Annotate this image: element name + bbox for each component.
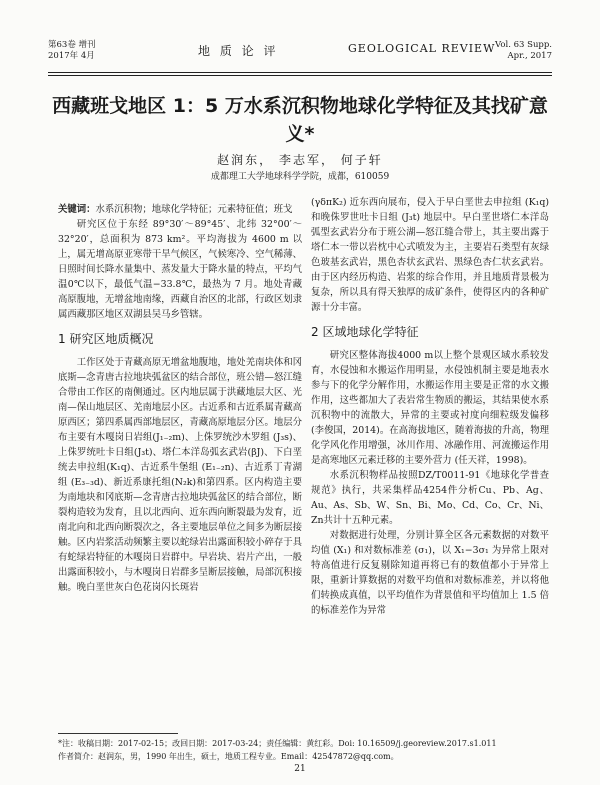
keywords-label: 关键词： [58,204,96,215]
section-1-heading: 1 研究区地质概况 [58,332,154,346]
volume-issue: 第63卷 增刊 [48,40,96,50]
keywords [58,202,302,217]
issue-date: 2017年 4月 [48,51,95,61]
geology-continued-paragraph: (γδπK₂) 近东西向展布，侵入于早白垩世去申拉组 (K₁q) 和晚侏罗世吐卡日组 (J₃t) 地层中。早白垩世塔仁本洋岛弧型玄武岩分布于班公湖—怒江缝合带上，其主要出露于塔仁本一带以岩枕中心式喷发为主，主要岩石类型有灰绿色玻基玄武岩，黑色杏状玄武岩、黑绿色杏仁状玄武岩。由于区内经历构造、岩浆的综合作用，并且地质背景极为复杂，所以具有得天独厚的成矿条件，使得区内的各种矿源十分丰富。 [311,197,549,313]
page-number: 21 [294,764,306,774]
left-column [58,202,302,595]
header-rule-thin [48,75,552,76]
running-header [48,34,552,70]
footnote-rule [58,733,178,734]
section-2-paragraph-2: 水系沉积物样品按照DZ/T0011-91《地球化学普查规范》执行，共采集样品4254件分析Cu、Pb、Ag、Au、As、Sb、W、Sn、Bi、Mo、Cd、Co、Cr、Ni、Zn共计十五种元素。 [311,470,549,526]
volume-supp: Vol. 63 Supp. [495,40,552,50]
header-rule-thick [48,72,552,73]
paper-title: 西藏班戈地区 1：5 万水系沉积物地球化学特征及其找矿意义* [52,95,548,145]
volume-info-cn [48,40,96,62]
issue-date-en: Apr., 2017 [507,51,552,61]
footnote-received: *注：收稿日期：2017-02-15；改回日期：2017-03-24；责任编辑：黄红彩。Doi: 10.16509/j.georeview.2017.s1.011 [58,739,497,748]
authors: 赵润东， 李志军， 何子轩 [217,153,383,167]
journal-name-cn: 地 质 论 评 [198,44,279,58]
right-column [311,195,549,618]
affiliation: 成都理工大学地球科学学院，成都，610059 [210,172,390,182]
section-2-paragraph-1: 研究区整体海拔4000 m以上整个景观区域水系较发育，水侵蚀和水搬运作用明显，水侵蚀机制主要是地表水参与下的化学分解作用，水搬运作用主要是正常的水文搬作用，这些都加大了表岩常生物质的搬运，其结果使水系沉积物中的流散大，异常的主要或衬度向细粒级发偏移 (李俊国，2014)。在高海拔地区，随着海拔的升高，物理化学风化作用增强，冰川作用、冰融作用、河流搬运作用是高寒地区元素迁移的主要外营力 (任天祥，1998)。 [311,350,549,466]
section-2-paragraph-3: 对数据进行处理，分别计算全区各元素数据的对数平均值 (X₁) 和对数标准差 (σ₁)，以 X₁−3σ₁ 为异常上限对特高值进行反复剔除知道再将已有的数值都小于异常上限，重新计算数据的对数平均值和对数标准差，并以将他们转换成真值，以平均值作为背景值和平均值加上 1.5 倍的标准差作为异常 [311,530,549,616]
footnote-author-bio: 作者简介：赵润东，男，1990 年出生，硕士，地质工程专业。Email：42547872@qq.com。 [58,752,399,761]
keywords-text: 水系沉积物；地球化学特征；元素特征值；班戈 [95,204,293,215]
journal-name-en: GEOLOGICAL REVIEW [348,42,496,55]
volume-info-en [495,40,552,62]
intro-paragraph: 研究区位于东经 89°30′～89°45′、北纬 32°00′～32°20′，总面积为 873 km²。平均海拔为 4600 m 以上，属无增高原亚寒带干旱气候区，气候寒冷、空气稀薄、日照时间长降水量集中、蒸发量大于降水量的特点，平均气温0℃以下，最低气温−33.8℃，最热为 7 月。地处青藏高原腹地，无增盆地南缘，西藏自治区的北部，行政区划隶属西藏那区地区双湖县吴马乡管辖。 [58,219,302,320]
footnote [58,737,552,763]
section-1-paragraph: 工作区处于青藏高原无增盆地腹地，地处羌南块体和冈底斯—念青唐古拉地块弧盆区的结合部位，班公错—怒江缝合带由工作区的南侧通过。区内地层属于洪藏地层大区、光南—保山地层区、羌南地层小区。古近系和古近系属青藏高原西区；第四系属西部地层区，青藏高原地层分区。地层分布主要有木嘎岗日岩组(J₁₋₂m)、上侏罗统沙木罗组 (J₃s)、上侏罗统吐卡日组(J₃t)、塔仁本洋岛弧玄武岩(βJ)、下白垩统去申拉组(K₁q)、古近系牛堡组 (E₁₋₂n)、古近系丁青湖组 (E₃₋₃d)、新近系康托组(N₂k)和第四系。区内构造主要为南地块和冈底斯—念青唐古拉地块弧盆区的结合部位，断裂构造较为发育，且以北西向、近东西向断裂最为发育，近南北向和北西向断裂次之，各主要地层单位之间多为断层接触。区内岩浆活动频繁主要以蛇绿岩出露面积较小碎存于具有蛇绿岩特征的木嘎岗日岩群中。早岩块、岩片产出，一般出露面积较小，与木嘎岗日岩群多呈断层接触，局部沉积接触。晚白垩世灰白色花岗闪长斑岩 [58,357,302,593]
section-2-heading: 2 区域地球化学特征 [311,325,419,339]
